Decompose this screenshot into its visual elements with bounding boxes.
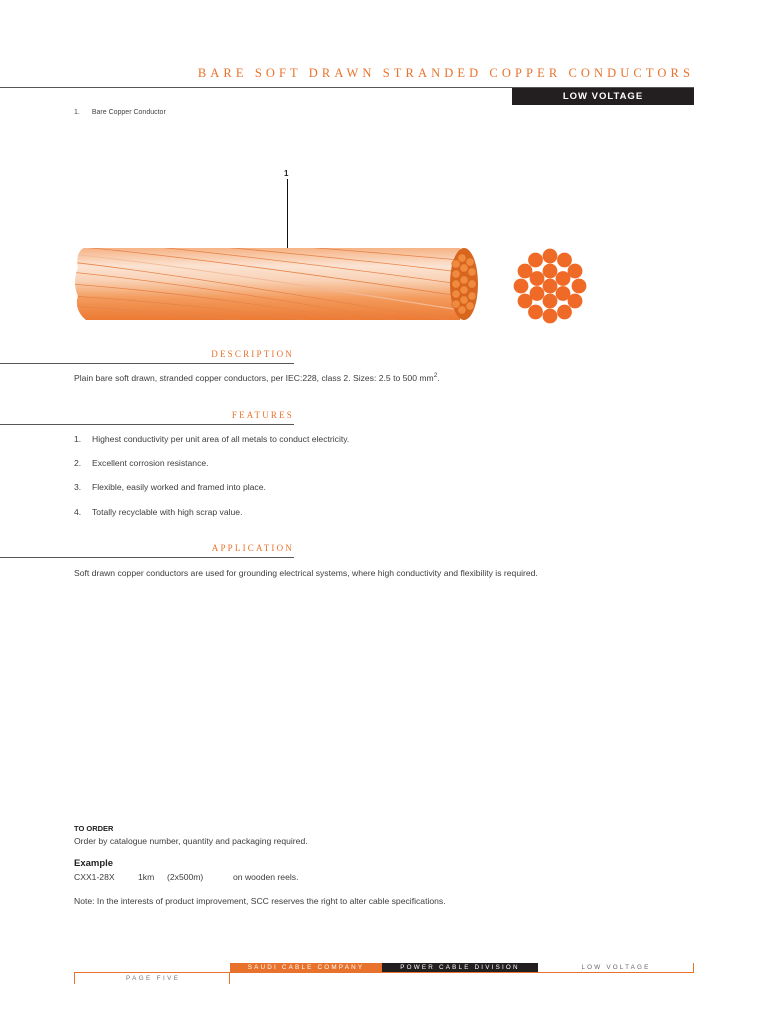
- footer-tick-left: [74, 972, 75, 984]
- feature-number: 3.: [74, 482, 82, 492]
- diagram-marker: 1: [284, 169, 289, 178]
- description-text: [74, 372, 440, 383]
- feature-number: 2.: [74, 458, 82, 468]
- feature-text: Flexible, easily worked and framed into place.: [92, 482, 266, 492]
- features-heading: FEATURES: [231, 410, 294, 420]
- feature-text: Totally recyclable with high scrap value.: [92, 507, 243, 517]
- feature-item: [74, 507, 242, 517]
- features-rule: [0, 424, 294, 425]
- cable-illustration: [70, 240, 480, 328]
- category-tag: LOW VOLTAGE: [512, 88, 694, 105]
- feature-item: [74, 482, 266, 492]
- application-rule: [0, 557, 294, 558]
- example-packaging: (2x500m): [167, 872, 204, 882]
- description-rule: [0, 363, 294, 364]
- callout-number: 1.: [74, 109, 80, 116]
- specification-note: Note: In the interests of product improvement, SCC reserves the right to alter cable specifications.: [74, 896, 446, 906]
- feature-item: [74, 434, 349, 444]
- example-quantity: 1km: [138, 872, 155, 882]
- footer-tick-right: [693, 963, 694, 973]
- footer-rule-orange: [74, 972, 694, 973]
- application-text: Soft drawn copper conductors are used for grounding electrical systems, where high conductivity and flexibility is required.: [74, 568, 538, 578]
- footer-division: POWER CABLE DIVISION: [382, 963, 538, 973]
- order-heading: TO ORDER: [74, 824, 114, 833]
- description-heading: DESCRIPTION: [211, 349, 294, 359]
- example-reel: on wooden reels.: [233, 872, 299, 882]
- order-text: Order by catalogue number, quantity and packaging required.: [74, 836, 308, 846]
- cross-section-icon: [508, 244, 592, 328]
- callout-legend: [74, 109, 166, 116]
- example-catalogue: CXX1-28X: [74, 872, 115, 882]
- description-body: Plain bare soft drawn, stranded copper conductors, per IEC:228, class 2. Sizes: 2.5 to 500 mm: [74, 372, 434, 383]
- description-suffix: .: [437, 372, 440, 383]
- footer-company: SAUDI CABLE COMPANY: [230, 963, 382, 973]
- callout-label: Bare Copper Conductor: [91, 109, 166, 116]
- feature-item: [74, 458, 209, 468]
- footer-category: LOW VOLTAGE: [581, 964, 651, 971]
- feature-text: Highest conductivity per unit area of all metals to conduct electricity.: [92, 434, 350, 444]
- feature-number: 1.: [74, 434, 82, 444]
- application-heading: APPLICATION: [211, 543, 294, 553]
- example-heading: Example: [74, 858, 114, 869]
- footer-tick-mid: [229, 972, 230, 984]
- page-number: PAGE FIVE: [126, 975, 181, 982]
- page-title: BARE SOFT DRAWN STRANDED COPPER CONDUCTORS: [197, 66, 694, 80]
- feature-number: 4.: [74, 507, 82, 517]
- unit-superscript: 2: [433, 372, 438, 379]
- feature-text: Excellent corrosion resistance.: [92, 458, 209, 468]
